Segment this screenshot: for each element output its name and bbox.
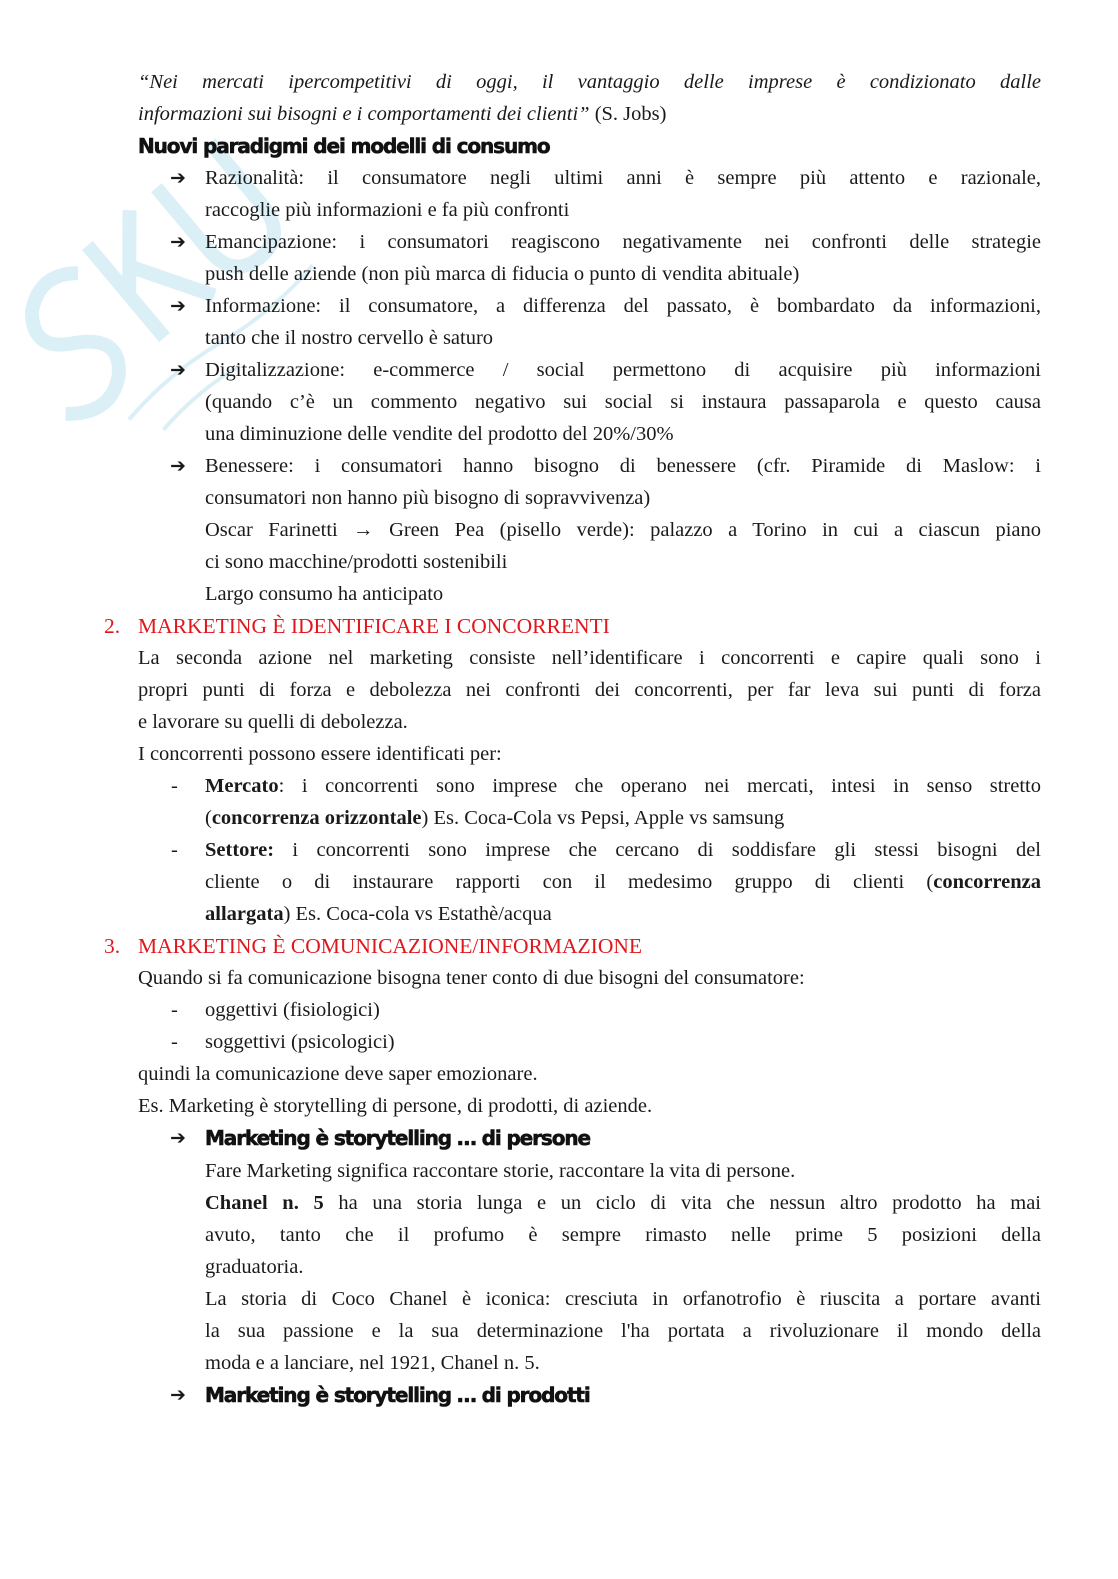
list-item: ➔ Emancipazione: i consumatori reagiscono negativamente nei confronti delle strategie push delle aziende (non più marca di fiducia o punto di vendita abituale) — [205, 226, 1041, 290]
section-2-intro: I concorrenti possono essere identificati per: — [138, 743, 502, 765]
dash-bullet: - — [171, 839, 178, 861]
document-page — [0, 66, 1118, 1412]
quote-line-1: “Nei mercati ipercompetitivi di oggi, il vantaggio delle imprese è condizionato dalle — [138, 71, 1041, 93]
list-item: - oggettivi (fisiologici) — [205, 994, 1041, 1026]
jobs-quote — [138, 66, 1041, 130]
section-3-number: 3. — [104, 934, 121, 958]
section-3-title: MARKETING È COMUNICAZIONE/INFORMAZIONE — [138, 934, 643, 958]
section-3-intro: Quando si fa comunicazione bisogna tener conto di due bisogni del consumatore: — [138, 967, 805, 989]
arrow-bullet-icon: ➔ — [170, 231, 186, 253]
list-item-mercato: - Mercato: i concorrenti sono imprese che operano nei mercati, intesi in senso stretto (concorrenza orizzontale) Es. Coca-Cola vs Pepsi, Apple vs samsung — [205, 770, 1041, 834]
storytelling-persone-heading: ➔ Marketing è storytelling … di persone — [205, 1122, 1118, 1155]
section-2-number: 2. — [104, 614, 121, 638]
section-2-heading — [104, 610, 1118, 642]
section-2-title: MARKETING È IDENTIFICARE I CONCORRENTI — [138, 614, 610, 638]
section-3-conclusion: quindi la comunicazione deve saper emozionare. Es. Marketing è storytelling di persone, di prodotti, di aziende. — [138, 1063, 653, 1117]
arrow-bullet-icon: ➔ — [170, 455, 186, 477]
quote-attribution: (S. Jobs) — [594, 103, 667, 125]
section-3-heading — [104, 930, 1118, 962]
arrow-bullet-icon: ➔ — [170, 1384, 186, 1406]
farinetti-note: Oscar Farinetti → Green Pea (pisello verde): palazzo a Torino in cui a ciascun piano ci sono macchine/prodotti sostenibili — [205, 519, 1041, 573]
arrow-bullet-icon: ➔ — [170, 1127, 186, 1149]
arrow-bullet-icon: ➔ — [170, 359, 186, 381]
dash-bullet: - — [171, 1031, 178, 1053]
storytelling-persone-text: Fare Marketing significa raccontare storie, raccontare la vita di persone. Chanel n. 5 ha una storia lunga e un ciclo di vita che nessun altro prodotto ha mai avuto, tanto che il profumo è sempre rimasto nelle prime 5 posizioni della graduatoria. La storia di Coco Chanel è iconica: cresciuta in orfanotrofio è riuscita a portare avanti la sua passione e la sua determinazione l'ha portata a rivoluzionare il mondo della moda e a lanciare, nel 1921, Chanel n. 5. — [205, 1160, 1041, 1374]
dash-bullet: - — [171, 999, 178, 1021]
list-item: ➔ Benessere: i consumatori hanno bisogno di benessere (cfr. Piramide di Maslow: i consumatori non hanno più bisogno di sopravvivenza) — [205, 450, 1041, 514]
arrow-bullet-icon: ➔ — [170, 167, 186, 189]
list-item-settore: - Settore: i concorrenti sono imprese che cercano di soddisfare gli stessi bisogni del cliente o di instaurare rapporti con il medesimo gruppo di clienti (concorrenza allargata) Es. Coca-cola vs Estathè/acqua — [205, 834, 1041, 930]
dash-bullet: - — [171, 775, 178, 797]
list-item: ➔ Informazione: il consumatore, a differenza del passato, è bombardato da informazioni, tanto che il nostro cervello è saturo — [205, 290, 1041, 354]
list-item: ➔ Digitalizzazione: e-commerce / social permettono di acquisire più informazioni (quando c’è un commento negativo sui social si instaura passaparola e questo causa una diminuzione delle vendite del prodotto del 20%/30% — [205, 354, 1041, 450]
paradigms-heading: Nuovi paradigmi dei modelli di consumo — [138, 134, 550, 158]
list-item: ➔ Razionalità: il consumatore negli ultimi anni è sempre più attento e razionale, raccoglie più informazioni e fa più confronti — [205, 162, 1041, 226]
largo-consumo-note: Largo consumo ha anticipato — [205, 583, 444, 605]
quote-line-2: informazioni sui bisogni e i comportamenti dei clienti” — [138, 103, 590, 125]
section-2-paragraph: La seconda azione nel marketing consiste nell’identificare i concorrenti e capire quali sono i propri punti di forza e debolezza nei confronti dei concorrenti, per far leva sui punti di forza e lavorare su quelli di debolezza. — [138, 647, 1041, 733]
list-item: - soggettivi (psicologici) — [205, 1026, 1041, 1058]
arrow-bullet-icon: ➔ — [170, 295, 186, 317]
storytelling-prodotti-heading: ➔ Marketing è storytelling … di prodotti — [205, 1379, 1118, 1412]
